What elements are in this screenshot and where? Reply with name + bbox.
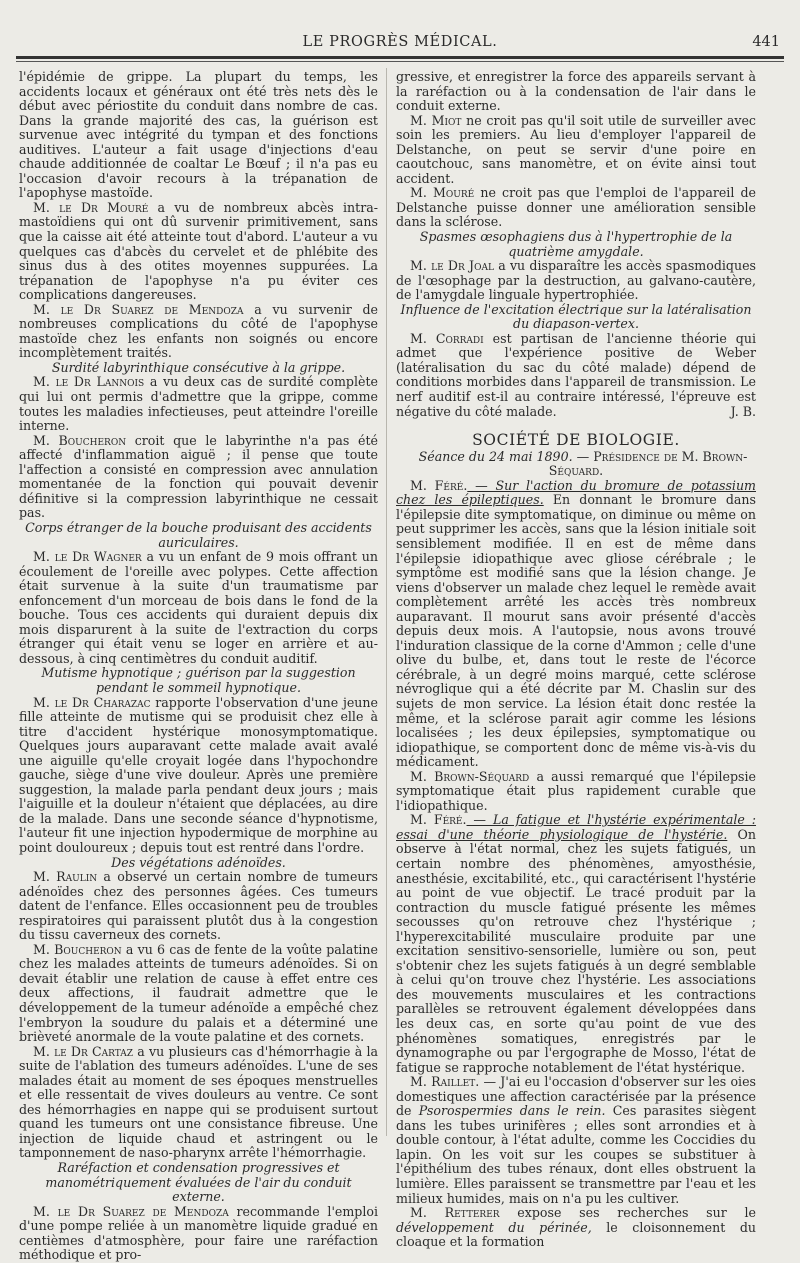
section-heading: Mutisme hypnotique ; guérison par la suggestion pendant le sommeil hypnotique. [41,665,356,695]
paragraph [19,375,378,433]
paragraph [396,259,756,303]
session-date: Séance du 24 mai 1890. [418,448,573,464]
section-heading: Corps étranger de la bouche produisant des accidents auriculaires. [25,519,372,550]
speaker-name: M. Raillet. [410,1074,480,1090]
paragraph-text: a vu de nombreux abcès intra-mastoïdiens qui ont dû survenir primitivement, sans que la caisse ait été atteinte tout d'abord. L'auteur a vu quelques cas d'abcès du cervelet et de phlébite des sinus dus à des otites moyennes suppurées. La trépanation de l'apophyse n'a pu éviter ces complications dangereuses. [19,199,378,303]
paragraph [19,943,378,1045]
paragraph [396,770,756,814]
italic-term: Psorospermies dans le rein. [418,1103,606,1119]
communication-title: — La fatigue et l'hystérie expérimentale : essai d'une théorie physiologique de l'hystérie. [396,812,757,842]
speaker-name: M. le Dr Wagner [33,549,142,565]
section-heading: Spasmes œsophagiens dus à l'hypertrophie de la quatrième amygdale. [419,229,733,259]
paragraph [396,114,756,187]
paragraph [396,479,756,770]
paragraph-text: a vu deux cas de surdité complète qui lui ont permis d'admettre que la grippe, comme toutes les maladies infectieuses, peut atteindre l'oreille interne. [19,374,378,434]
paragraph-text: rapporte l'observation d'une jeune fille atteinte de mutisme qui se produisit chez elle à titre d'accident hystérique monosymptomatique. Quelques jours auparavant cette malade avait avalé une aiguille qu'elle croyait logée dans l'hypochondre gauche, siège d'une vive douleur. Après une première suggestion, la malade parla pendant deux jours ; mais l'aiguille et la douleur n'étaient que déplacées, au dire de la malade. Dans une seconde séance d'hypnotisme, l'auteur fit une injection hypodermique de morphine au point douloureux ; depuis tout est rentré dans l'ordre. [19,694,378,855]
speaker-name: M. Miot [410,112,462,128]
paragraph-text: a aussi remarqué que l'épilepsie symptomatique était plus rapidement curable que l'idiopathique. [396,768,757,813]
left-column [19,69,379,1263]
paragraph-text: est partisan de l'ancienne théorie qui admet que l'expérience positive de Weber (latéralisation du sac du côté malade) dépend de conditions morbides dans l'appareil de transmission. Le nerf auditif est-il au contraire intéressé, l'épreuve est négative du côté malade. [396,330,757,419]
speaker-name: M. Féré. [410,477,468,493]
column-divider [386,68,387,1136]
right-column [396,69,757,1250]
speaker-name: M. le Dr Suarez de Mendoza [33,1203,229,1219]
paragraph [19,870,378,943]
paragraph-text: a vu disparaître les accès spasmodiques de l'œsophage par la destruction, au galvano-cautère, de l'amygdale linguale hypertrophiée. [396,258,757,303]
page-number: 441 [752,34,780,50]
paragraph [19,201,378,303]
paragraph-text: ne croit pas que l'emploi de l'appareil de Delstanche puisse donner une amélioration sensible dans la sclérose. [396,185,756,230]
paragraph-text: En donnant le bromure dans l'épilepsie dite symptomatique, on diminue ou même on peut supprimer les accès, sans que la lésion initiale soit sensiblement modifiée. Il en est de même dans l'épilepsie idiopathique avec gliose cérébrale ; le symptôme est modifié sans que la lésion change. Je viens d'observer un malade chez lequel le remède avait complètement arrêté les accès très nombreux auparavant. Il mourut sans avoir présenté d'accès depuis deux mois. A l'autopsie, nous avons trouvé l'induration classique de la corne d'Ammon ; celle d'une olive du bulbe, et, dans tout le reste de l'écorce cérébrale, à un degré moins marqué, cette sclérose névroglique qui a été décrite par M. Chaslin sur des sujets de mon service. La lésion était donc restée la même, et la sclérose parait agir comme les lésions localisées ; les deux épilepsies, symptomatique ou idiopathique, se comportent donc de même vis-à-vis du médicament. [396,492,757,770]
society-heading: SOCIÉTÉ DE BIOLOGIE. [472,431,680,450]
speaker-name: M. le Dr Charazac [33,694,151,710]
italic-term: développement du périnée, [396,1219,592,1235]
paragraph-text: Ces parasites siègent dans les tubes urinifères ; elles sont arrondies et à double contour, à l'état adulte, comme les Coccidies du lapin. On les voit sur les coupes se substituer à l'épithélium des tubes rénaux, dont elles obstruent la lumière. Elles paraissent se transmettre par l'eau et les milieux humides, mais on n'a pu les cultiver. [396,1103,756,1206]
page-header [16,32,784,56]
speaker-name: M. Mouré [410,185,475,201]
paragraph-text: — J'ai eu l'occasion d'observer sur les oies domestiques une affection caractérisée par la présence de [396,1074,757,1119]
speaker-name: M. le Dr Lannois [33,374,145,390]
paragraph [396,813,756,1075]
paragraph [396,1206,756,1250]
paragraph-text: a observé un certain nombre de tumeurs adénoïdes chez des personnes âgées. Ces tumeurs datent de l'enfance. Elles occasionnent peu de troubles respiratoires qui paraissent plutôt dus à la congestion du tissu caverneux des cornets. [19,869,379,943]
paragraph [19,1045,378,1161]
section-heading: Surdité labyrinthique consécutive à la grippe. [51,359,346,375]
speaker-name: M. Brown-Séquard [410,768,530,784]
paragraph: gressive, et enregistrer la force des appareils servant à la raréfaction ou à la condensation de l'air dans le conduit externe. [396,69,756,114]
paragraph-text: recommande l'emploi d'une pompe reliée à un manomètre liquide gradué en centièmes d'atmosphère, pour faire une raréfaction méthodique et pro- [19,1203,379,1263]
speaker-name: M. Féré. [410,812,467,828]
paragraph-text: a vu survenir de nombreuses complications du côté de l'apophyse mastoïde chez les enfants non soignés ou encore incomplètement traités. [19,301,378,361]
speaker-name: M. Boucheron [33,432,127,448]
speaker-name: M. le Dr Joal [410,258,494,274]
header-rule-thick [16,56,784,59]
paragraph [19,434,378,521]
session-presidency: — Présidence de M. Brown-Séquard. [548,448,748,479]
paragraph-text: le cloisonnement du cloaque et la formation [396,1219,756,1250]
paragraph-text: a vu plusieurs cas d'hémorrhagie à la suite de l'ablation des tumeurs adénoïdes. L'une de ses malades était au moment de ses époques menstruelles et elle ressentait de vives douleurs au ventre. Ce sont des hémorrhagies en nappe qui se produisent surtout quand les tumeurs ont une consistance fibreuse. Une injection de liquide chaud et astringent ou le tamponnement de naso-pharynx arrête l'hémorrhagie. [19,1043,378,1161]
section-heading: Des végétations adénoïdes. [111,854,286,870]
journal-title: LE PROGRÈS MÉDICAL. [302,34,498,50]
paragraph-text: ne croit pas qu'il soit utile de surveiller avec soin les premiers. Au lieu d'employer l'appareil de Delstanche, on peut se servir d'une poire en caoutchouc, sans manomètre, et on évite ainsi tout accident. [396,112,756,186]
communication-title: — Sur l'action du bromure de potassium chez les épileptiques. [396,477,756,508]
speaker-name: M. le Dr Mouré [33,199,149,215]
paragraph [396,1075,756,1206]
paragraph [19,550,378,666]
speaker-name: M. le Dr Cartaz [33,1043,134,1059]
header-rule-thin [16,61,784,62]
paragraph-text: croit que le labyrinthe n'a pas été affecté d'inflammation aiguë ; il pense que toute l'affection a consisté en compression avec annulation momentanée de la fonction qui pouvait devenir définitive si la compression labyrinthique ne cessait pas. [19,432,378,521]
section-heading: Influence de l'excitation électrique sur la latéralisation du diapason-vertex. [400,301,752,332]
paragraph-text: a vu 6 cas de fente de la voûte palatine chez les malades atteints de tumeurs adénoïdes. Si on devait établir une relation de cause à effet entre ces deux affections, il faudrait admettre que le développement de la tumeur adénoïde a empêché chez l'embryon la soudure du palais et a déterminé une brièveté anormale de la voute palatine et des cornets. [19,941,378,1045]
paragraph: l'épidémie de grippe. La plupart du temps, les accidents locaux et généraux ont été très nets dès le début avec périostite du conduit dans nombre de cas. Dans la grande majorité des cas, la guérison est survenue avec intégrité du tympan et des fonctions auditives. L'auteur a fait usage d'injections d'eau chaude additionnée de coaltar Le Bœuf ; il n'a pas eu l'occasion d'avoir recours à la trépanation de l'apophyse mastoïde. [19,69,378,201]
paragraph-text: On observe à l'état normal, chez les sujets fatigués, un certain nombre des phénomènes, amyosthésie, anesthésie, excitabilité, etc., qui caractérisent l'hystérie au point de vue objectif. Le tracé produit par la contraction du muscle fatigué présente les mêmes secousses qu'on retrouve chez l'hystérique ; l'hyperexcitabilité musculaire produite par une excitation sensitivo-sensorielle, lumière ou son, peut s'obtenir chez les sujets fatigués à un degré semblable à celui qu'on trouve chez l'hystérie. Les associations des mouvements musculaires et les contractions parallèles se retrouvent également développées dans les deux cas, en sorte qu'au point de vue des phénomènes somatiques, enregistrés par le dynamographe ou par l'ergographe de Mosso, l'état de fatigue se rapproche notablement de l'état hystérique. [396,826,756,1075]
speaker-name: M. Boucheron [33,941,122,957]
paragraph [396,186,756,230]
section-heading: Raréfaction et condensation progressives et manométriquement évaluées de l'air du conduit externe. [45,1160,352,1205]
paragraph-text: a vu un enfant de 9 mois offrant un écoulement de l'oreille avec polypes. Cette affection était survenue à la suite d'un traumatisme par enfoncement d'un morceau de bois dans le fond de la bouche. Tous ces accidents qui duraient depuis dix mois disparurent à la suite de l'extraction du corps étranger qui était venu se loger en arrière et au-dessous, à cinq centimètres du conduit auditif. [19,549,378,666]
session-line [396,450,756,479]
speaker-name: M. le Dr Suarez de Mendoza [33,301,244,317]
paragraph [396,332,756,419]
author-signature: J. B. [730,403,756,419]
speaker-name: M. Raulin [33,869,98,885]
paragraph-text: expose ses recherches sur le [499,1205,756,1221]
paragraph [19,1205,378,1263]
paragraph [19,696,378,856]
speaker-name: M. Retterer [410,1205,500,1221]
speaker-name: M. Corradi [410,330,484,346]
paragraph [19,303,378,361]
